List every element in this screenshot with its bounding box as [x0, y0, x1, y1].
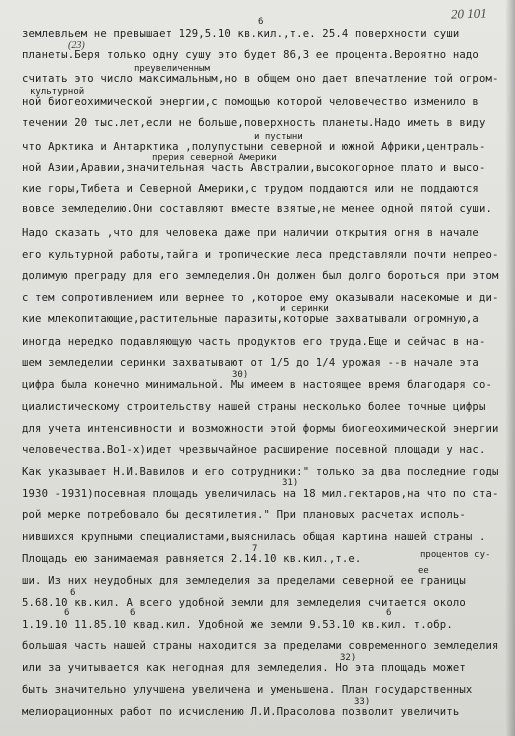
text-line: быть значительно улучшена увеличена и уменьшена. План государственных: [22, 684, 473, 696]
text-line: Площадь ею занимаемая равняется 2.14.10 кв.кил.,т.е.: [22, 553, 362, 565]
text-line: человечества.Во1-х)идет чрезвычайное расширение посевной площади у нас.: [22, 444, 486, 456]
footnote-number: 32): [340, 653, 357, 663]
text-line: иногда нередко подавляющую часть продуктов его труда.Еще и сейчас в на-: [22, 336, 486, 348]
text-line: вовсе земледелию.Они составляют вместе взятые,не менее одной пятой суши.: [22, 203, 493, 215]
text-line: ши. Из них неудобных для земледелия за пределами северной ее границы: [22, 575, 466, 587]
text-line: с тем сопротивлением или вернее то ,которое ему оказывали насекомые и ди-: [22, 292, 499, 304]
exponent-mark: 6: [64, 608, 70, 618]
typed-insertion: процентов су-: [420, 550, 491, 560]
text-line: Надо сказать ,что для человека даже при наличии открытия огня в начале: [22, 227, 479, 239]
exponent-mark: 6: [386, 608, 392, 618]
text-line: мелиорационных работ по исчислению Л.И.Прасолова позволит увеличить: [22, 706, 460, 718]
text-line: нившихся крупными специалистами,выяснилась общая картина нашей страны .: [22, 531, 486, 543]
page-edge-shadow: [505, 0, 515, 736]
text-line: или за учитывается как негодная для земледелия. Но эта площадь может: [22, 662, 466, 674]
text-line: 5.68.10 кв.кил. А всего удобной земли для земледелия считается около: [22, 597, 466, 609]
text-line: большая часть нашей страны находится за пределами современного земледелия: [22, 640, 499, 652]
text-line: его культурной работы,тайга и тропические леса представляли почти непрео-: [22, 249, 499, 261]
exponent-mark: 6: [130, 608, 136, 618]
text-line: кие млекопитающие,растительные паразиты,которые захватывали огромную,а: [22, 313, 479, 325]
text-line: для учета интенсивности и возможности этой формы биогеохимической энергии: [22, 423, 499, 435]
page-marginal-number: (23): [68, 40, 85, 51]
text-line: течении 20 тыс.лет,если не больше,поверхность планеты.Надо иметь в виду: [22, 117, 486, 129]
footnote-number: 30): [232, 370, 249, 380]
text-line: считать это число максимальным,но в общем оно дает впечатление той огром-: [22, 73, 499, 85]
typed-insertion: преувеличенным: [134, 64, 210, 74]
text-line: Как указывает Н.И.Вавилов и его сотрудники:" только за два последние годы: [22, 466, 499, 478]
exponent-mark: 6: [70, 588, 76, 598]
typed-insertion: прерия северной Америки: [152, 153, 277, 163]
text-line: долимую преграду для его земледелия.Он должен был долго бороться при этом: [22, 270, 499, 282]
text-line: ной Азии,Аравии,значительная часть Австралии,высокогорное плато и высо-: [22, 162, 486, 174]
typed-insertion: культурной: [30, 87, 85, 97]
text-line: шем земледелии серинки захватывают от 1/5 до 1/4 урожая --в начале эта: [22, 357, 479, 369]
text-line: кие горы,Тибета и Северной Америки,с трудом поддаются или не поддаются: [22, 183, 479, 195]
text-line: землевльем не превышает 129,5.10 кв.кил.,т.е. 25.4 поверхности суши: [22, 28, 460, 40]
typed-insertion: и пустыни: [254, 132, 303, 142]
text-line: что Арктика и Антарктика ,полупустыни северной и южной Африки,централь-: [22, 141, 486, 153]
text-line: циалистическому строительству нашей страны несколько более точные цифры: [22, 401, 486, 413]
typed-insertion: ее: [418, 566, 429, 576]
text-line: ной биогеохимической энергии,с помощью которой человечество изменило в: [22, 96, 479, 108]
text-line: 1.19.10 11.85.10 квад.кил. Удобной же земли 9.53.10 кв.кил. т.обр.: [22, 619, 453, 631]
exponent-mark: 7: [252, 544, 258, 554]
footnote-number: 33): [354, 697, 371, 707]
typed-insertion: и серинки: [280, 304, 329, 314]
archive-number: 20 101: [450, 5, 488, 22]
text-line: планеты.Беря только одну сушу это будет 86,3 ее процента.Вероятно надо: [22, 49, 479, 61]
footnote-number: 31): [282, 478, 299, 488]
text-line: 1930 -1931)посевная площадь увеличилась на 18 мил.гектаров,на что по ста-: [22, 488, 499, 500]
text-line: цифра была конечно минимальной. Мы имеем в настоящее время благодаря со-: [22, 379, 493, 391]
text-line: рой мерке потребовало бы десятилетия." При плановых расчетах исполь-: [22, 509, 466, 521]
exponent-mark: 6: [258, 17, 264, 27]
